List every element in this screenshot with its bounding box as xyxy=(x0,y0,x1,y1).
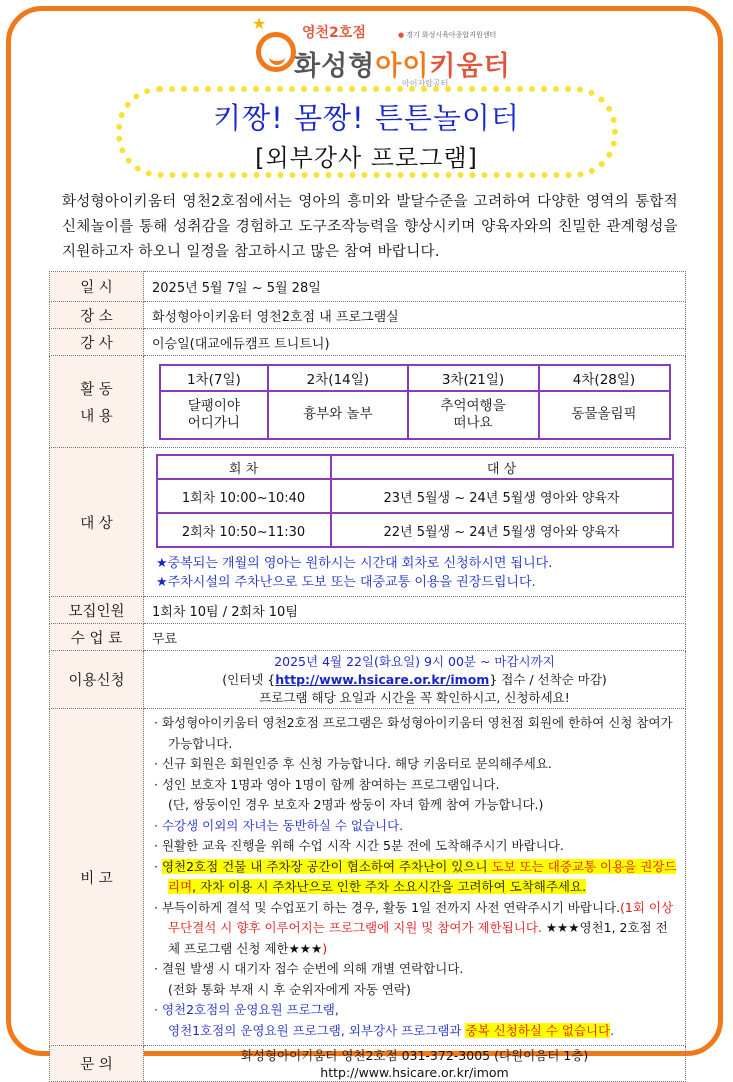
remarks-list xyxy=(144,709,685,1045)
remark-3-sub: (단, 쌍둥이인 경우 보호자 2명과 쌍둥이 자녀 함께 참여 가능합니다.) xyxy=(168,797,544,812)
remark-6c: , 자차 이용 시 주차난으로 인한 주차 소요시간을 고려하여 도착해주세요. xyxy=(192,879,587,894)
target-table xyxy=(156,454,674,548)
logo xyxy=(252,14,511,88)
remark-item: · 원활한 교육 진행을 위해 수업 시작 시간 5분 전에 도착해주시기 바랍니다. xyxy=(154,836,677,857)
row-target xyxy=(50,448,686,597)
remark-item xyxy=(154,959,677,1000)
row-contact xyxy=(50,1046,686,1082)
apply-method xyxy=(144,671,685,689)
remark-7d: ) xyxy=(322,940,328,956)
apply-method-post: } 접수 / 선착순 마감) xyxy=(489,671,607,687)
remark-item: · 수강생 이외의 자녀는 동반하실 수 없습니다. xyxy=(154,816,677,837)
activity-item: 동물올림픽 xyxy=(539,391,670,439)
row-teacher xyxy=(50,329,686,356)
session-time: 2회차 10:50~11:30 xyxy=(157,513,331,547)
logo-subtitle: 아이자람공터 xyxy=(402,79,449,88)
org-logo: ● 경기 화성시육아종합지원센터 xyxy=(398,30,496,40)
remark-item: · 화성형아이키움터 영천2호점 프로그램은 화성형아이키움터 영천점 회원에 한하여 신청 참여가 가능합니다. xyxy=(154,713,677,754)
remark-7b: (1회 이상 무단결석 시 향후 이루어지는 프로그램에 지원 및 참여가 제한됩니다. xyxy=(168,899,674,935)
label-target: 대 상 xyxy=(50,448,144,597)
info-table xyxy=(49,271,686,1082)
logo-name-b: 아이 xyxy=(375,51,430,82)
remarks-cell xyxy=(144,709,686,1046)
remark-7c: ★★★영천1, 2호점 전체 프로그램 신청 제한★★★ xyxy=(168,920,668,956)
logo-branch: 영천2호점 xyxy=(302,25,366,41)
label-activity-2: 내 용 xyxy=(80,408,113,425)
logo-name-a: 화성형 xyxy=(294,51,376,82)
activity-table xyxy=(159,364,671,440)
value-teacher: 이승일(대교에듀캠프 트니트니) xyxy=(144,329,686,356)
label-teacher: 강 사 xyxy=(50,329,144,356)
apply-link[interactable]: http://www.hsicare.or.kr/imom xyxy=(275,671,490,687)
activity-item: 흉부와 놀부 xyxy=(268,391,407,439)
row-recruit xyxy=(50,597,686,624)
remark-9b: 영천1호점의 운영요원 프로그램, 외부강사 프로그램과 xyxy=(168,1022,466,1038)
page-subtitle: [외부강사 프로그램] xyxy=(255,144,478,172)
apply-method-pre: (인터넷 { xyxy=(222,671,276,687)
session-target: 23년 5월생 ~ 24년 5월생 영아와 양육자 xyxy=(331,479,673,513)
star-icon: ★ xyxy=(252,14,267,33)
contact-cell xyxy=(144,1046,686,1082)
page-title: 키짱! 몸짱! 튼튼놀이터 xyxy=(213,101,520,135)
target-note-2: ★주차시설의 주차난으로 도보 또는 대중교통 이용을 권장드립니다. xyxy=(156,575,536,590)
row-activity xyxy=(50,356,686,448)
remark-item xyxy=(154,857,677,898)
target-head-session: 회 차 xyxy=(157,455,331,479)
remark-3-text: 성인 보호자 1명과 영아 1명이 함께 참여하는 프로그램입니다. xyxy=(161,776,500,792)
activity-header: 4차(28일) xyxy=(539,365,670,391)
row-apply xyxy=(50,651,686,709)
target-note-1: ★중복되는 개월의 영아는 원하시는 시간대 회차로 신청하시면 됩니다. xyxy=(156,556,553,571)
row-date xyxy=(50,272,686,302)
remark-9d: . xyxy=(610,1022,615,1038)
label-place: 장 소 xyxy=(50,302,144,329)
apply-note: 프로그램 해당 요일과 시간을 꼭 확인하시고, 신청하세요! xyxy=(259,689,570,705)
value-place: 화성형아이키움터 영천2호점 내 프로그램실 xyxy=(144,302,686,329)
row-remarks xyxy=(50,709,686,1046)
apply-cell xyxy=(144,651,686,709)
intro-text: 화성형아이키움터 영천2호점에서는 영아의 흥미와 발달수준을 고려하여 다양한 영역의 통합적 신체놀이를 통해 성취감을 경험하고 도구조작능력을 향상시키며 양육자와의 친밀한 관계형성을 지원하고자 하오니 일정을 참고하시고 많은 참여 바랍니다. xyxy=(62,194,678,260)
label-contact: 문 의 xyxy=(50,1046,144,1082)
logo-name-c: 키움터 xyxy=(429,51,511,82)
activity-item: 추억여행을 떠나요 xyxy=(408,391,539,439)
row-fee xyxy=(50,624,686,651)
remark-item xyxy=(154,775,677,816)
smile-face-icon xyxy=(256,32,296,72)
target-head-target: 대 상 xyxy=(331,455,673,479)
contact-link[interactable]: http://www.hsicare.or.kr/imom xyxy=(320,1064,509,1080)
remark-8-sub: (전화 통화 부재 시 후 순위자에게 자동 연락) xyxy=(168,981,411,997)
remark-8: 결원 발생 시 대기자 접수 순번에 의해 개별 연락합니다. xyxy=(161,961,464,976)
value-fee: 무료 xyxy=(144,624,686,651)
label-fee: 수 업 료 xyxy=(50,624,144,651)
value-recruit: 1회차 10팀 / 2회차 10팀 xyxy=(144,597,686,624)
label-remarks: 비 고 xyxy=(50,709,144,1046)
remark-6b: 도보 또는 대중교통 이용을 권장드리며 xyxy=(168,858,677,894)
label-apply: 이용신청 xyxy=(50,651,144,709)
remark-item xyxy=(154,898,677,960)
row-place xyxy=(50,302,686,329)
remark-7a: 부득이하게 결석 및 수업포기 하는 경우, 활동 1일 전까지 사전 연락주시기 바랍니다. xyxy=(161,899,621,915)
activity-cell xyxy=(144,356,686,448)
contact-info: 화성형아이키움터 영천2호점 031-372-3005 (다원이음터 1층) xyxy=(240,1047,589,1063)
apply-period: 2025년 4월 22일(화요일) 9시 00분 ~ 마감시까지 xyxy=(274,653,555,669)
session-time: 1회차 10:00~10:40 xyxy=(157,479,331,513)
label-activity-1: 활 동 xyxy=(80,381,113,398)
remark-item xyxy=(154,1000,677,1041)
session-target: 22년 5월생 ~ 24년 5월생 영아와 양육자 xyxy=(331,513,673,547)
activity-header: 1차(7일) xyxy=(160,365,269,391)
value-date: 2025년 5월 7일 ~ 5월 28일 xyxy=(144,272,686,302)
target-cell xyxy=(144,448,686,597)
label-recruit: 모집인원 xyxy=(50,597,144,624)
activity-header: 3차(21일) xyxy=(408,365,539,391)
remark-item: · 신규 회원은 회원인증 후 신청 가능합니다. 해당 키움터로 문의해주세요. xyxy=(154,754,677,775)
remark-9c: 중복 신청하실 수 없습니다 xyxy=(465,1022,611,1038)
activity-header: 2차(14일) xyxy=(268,365,407,391)
remark-9a: 영천2호점의 운영요원 프로그램, xyxy=(161,1002,339,1017)
activity-item: 달팽이야 어디가니 xyxy=(160,391,269,439)
label-activity xyxy=(50,356,144,448)
remark-6a: 영천2호점 건물 내 주차장 공간이 협소하여 주차난이 있으니 xyxy=(161,858,492,874)
label-date: 일 시 xyxy=(50,272,144,302)
